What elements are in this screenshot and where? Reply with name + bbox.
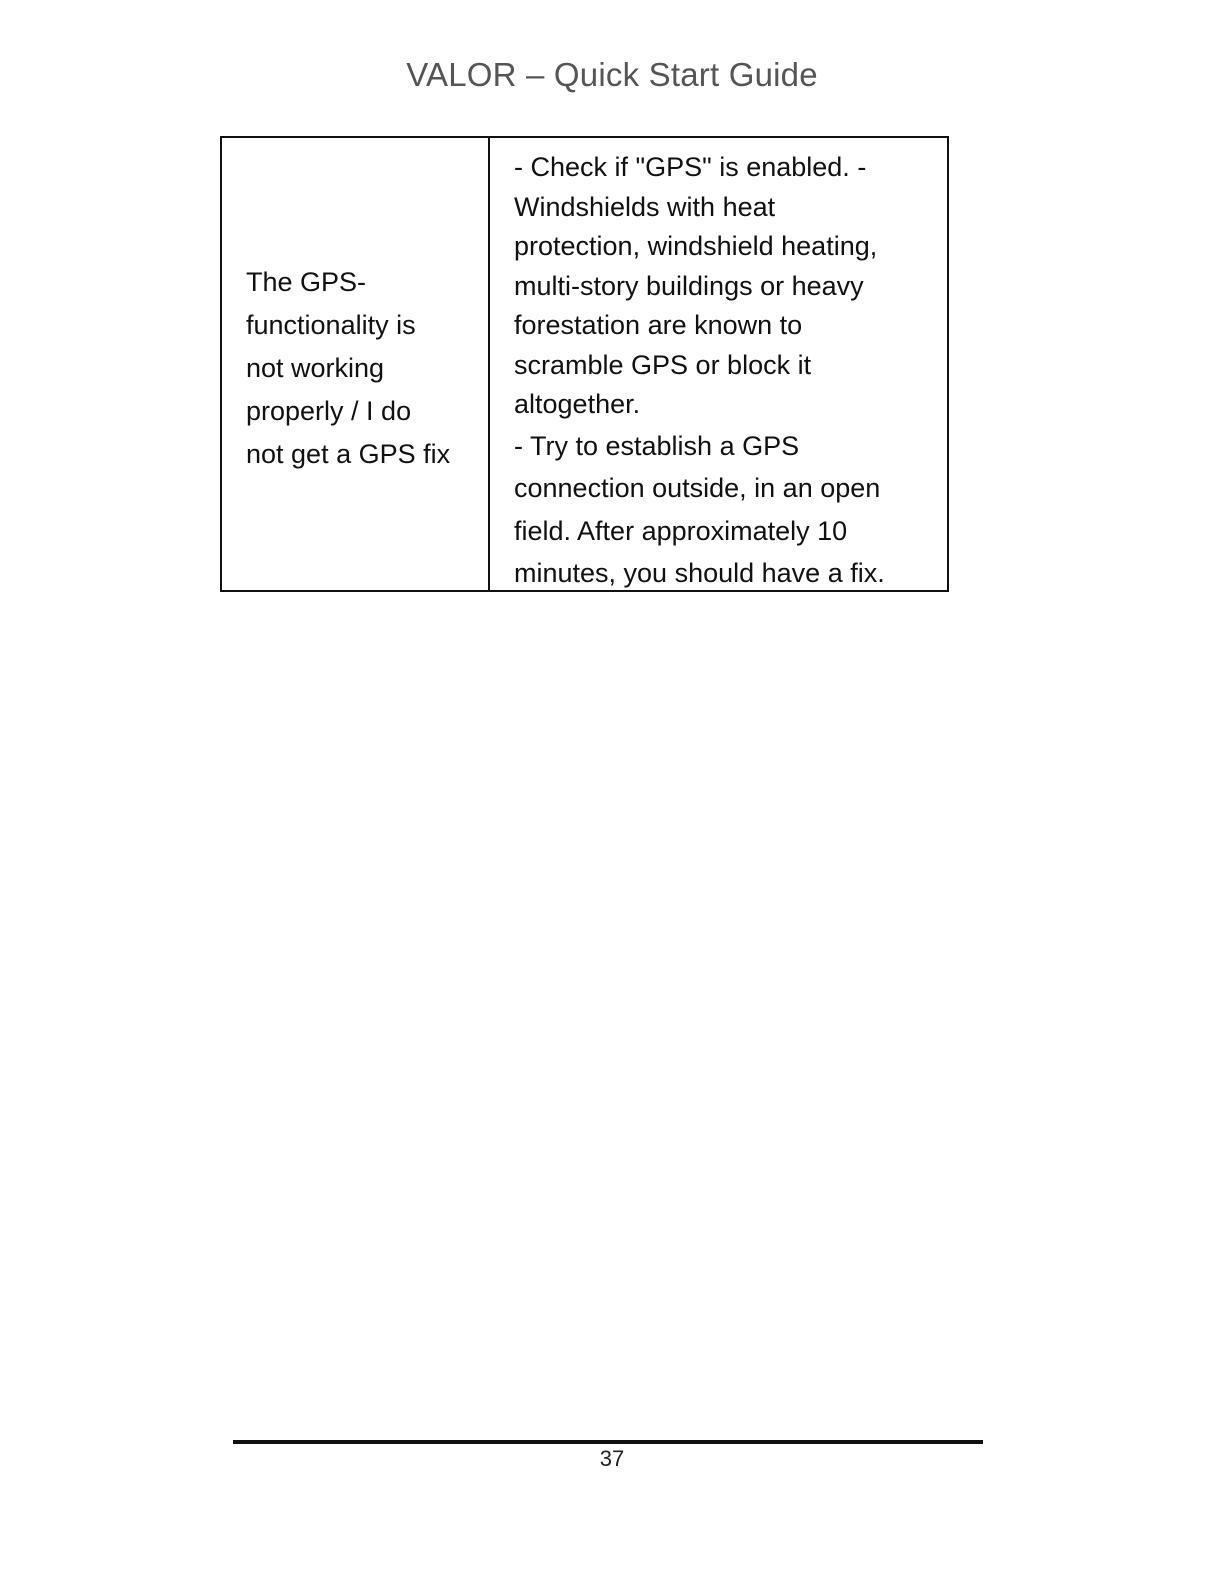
solution-line: field. After approximately 10 (514, 515, 848, 546)
problem-cell (222, 138, 490, 590)
solution-line: protection, windshield heating, (514, 231, 878, 261)
solution-line: - Try to establish a GPS (514, 430, 800, 461)
problem-line: properly / I do (246, 395, 412, 426)
solution-line: minutes, you should have a fix. (514, 558, 885, 588)
problem-text (246, 261, 450, 476)
solution-line: altogether. (514, 389, 641, 419)
problem-line: functionality is (246, 309, 416, 340)
problem-line: not get a GPS fix (246, 438, 451, 469)
footer-divider (233, 1440, 983, 1444)
troubleshooting-table (220, 136, 949, 592)
solution-line: scramble GPS or block it (514, 349, 812, 380)
problem-line: The GPS- (246, 266, 367, 297)
solution-line: connection outside, in an open (514, 473, 881, 503)
page-header-title: VALOR – Quick Start Guide (406, 56, 818, 93)
solution-line: Windshields with heat (514, 191, 776, 222)
page-number: 37 (599, 1446, 625, 1471)
solution-line: - Check if "GPS" is enabled. - (514, 152, 867, 182)
problem-line: not working (246, 352, 385, 383)
solution-line: multi-story buildings or heavy (514, 270, 864, 301)
solution-cell (490, 138, 947, 590)
solution-line: forestation are known to (514, 310, 803, 340)
